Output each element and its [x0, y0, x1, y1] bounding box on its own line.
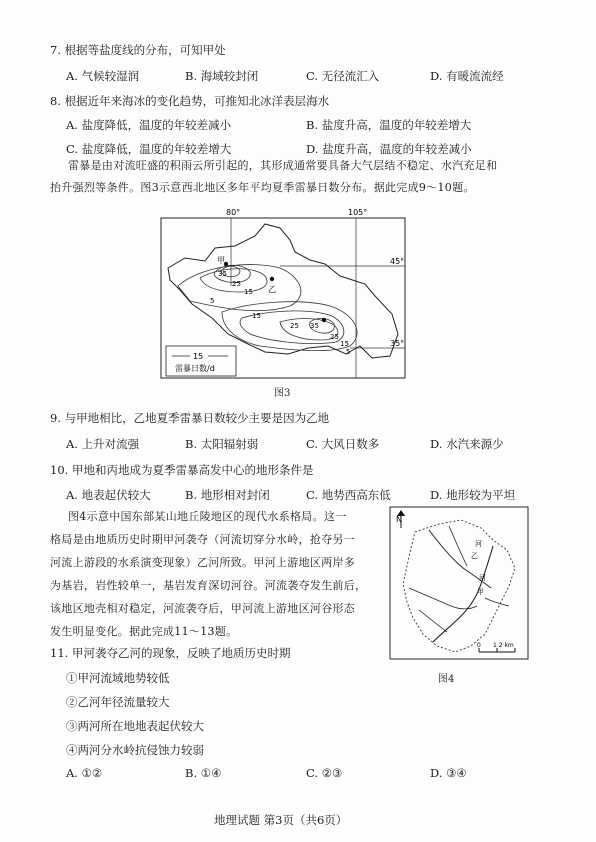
- question-8-stem: 8. 根据近年来海冰的变化趋势，可推知北冰洋表层海水: [50, 94, 330, 108]
- legend-value: 15: [193, 352, 204, 361]
- question-8-option-d: D. 盐度升高，温度的年较差减小: [306, 142, 472, 156]
- page-footer: 地理试题 第3页（共6页）: [214, 813, 348, 827]
- contour-label: 25: [232, 280, 241, 288]
- question-9-stem: 9. 与甲地相比，乙地夏季雷暴日数较少主要是因为乙地: [50, 411, 330, 425]
- question-9-option-b: B. 太阳辐射弱: [185, 437, 259, 451]
- north-label: N: [396, 515, 402, 524]
- contour-label: 15: [340, 340, 349, 348]
- passage-2-line-3: 河流上游段的水系演变现象）乙河所致。甲河上游地区两岸多: [50, 556, 356, 569]
- river-label: 河: [475, 540, 482, 548]
- contour-label: 5: [210, 297, 215, 305]
- point-yi: [270, 277, 274, 281]
- river-label: 河: [479, 574, 486, 582]
- passage-1-line-2: 抬升强烈等条件。图3示意西北地区多年平均夏季雷暴日数分布。据此完成9～10题。: [50, 181, 475, 194]
- point-label-jia: 甲: [217, 256, 225, 265]
- contour-label: 35: [310, 322, 319, 330]
- lon-label-80: 80°: [226, 208, 241, 217]
- question-7-option-c: C. 无径流汇入: [306, 69, 380, 83]
- contour-label: 25: [290, 322, 299, 330]
- lat-label-45: 45°: [390, 257, 405, 266]
- question-8-option-b: B. 盐度升高，温度的年较差增大: [306, 118, 472, 132]
- contour-label: 15: [252, 312, 261, 320]
- contour-label: 35: [218, 270, 227, 278]
- scale-text: 1 2 km: [493, 642, 514, 649]
- question-10-option-b: B. 地形相对封闭: [185, 488, 270, 502]
- question-11-item-2: ②乙河年径流量较大: [66, 695, 170, 709]
- question-7-option-d: D. 有暖流流经: [430, 69, 504, 83]
- lat-label-35: 35°: [390, 339, 405, 348]
- question-7-option-a: A. 气候较湿润: [66, 69, 140, 83]
- passage-2-line-4: 为基岩，岩性较单一，基岩发育深切河谷。河流袭夺发生前后，: [50, 579, 367, 592]
- point-label-yi: 乙: [268, 285, 276, 294]
- question-8-option-a: A. 盐度降低，温度的年较差减小: [66, 118, 232, 132]
- figure-3-map: [160, 206, 410, 380]
- contour-label: 15: [244, 288, 253, 296]
- figure-4-caption: 图4: [438, 674, 455, 685]
- question-11-item-1: ①甲河流域地势较低: [66, 671, 170, 685]
- question-9-option-c: C. 大风日数多: [306, 437, 380, 451]
- question-10-option-c: C. 地势西高东低: [306, 488, 391, 502]
- figure-4-map: [389, 506, 531, 662]
- river-tributary: [449, 526, 467, 566]
- question-8-option-c: C. 盐度降低，温度的年较差增大: [66, 142, 232, 156]
- question-11-option-b: B. ①④: [185, 766, 222, 780]
- river-branch-east: [485, 598, 509, 606]
- passage-1-line-1: 雷暴是由对流旺盛的积雨云所引起的，其形成通常要具备大气层结不稳定、水汽充足和: [68, 159, 498, 172]
- passage-2-line-1: 图4示意中国东部某山地丘陵地区的现代水系格局。这一: [68, 510, 347, 523]
- scale-zero: 0: [477, 642, 481, 649]
- question-7-stem: 7. 根据等盐度线的分布，可知甲处: [50, 43, 226, 57]
- watershed-boundary: [403, 520, 515, 652]
- question-7-option-b: B. 海域较封闭: [185, 69, 259, 83]
- passage-2-line-5: 该地区地壳相对稳定，河流袭夺后，甲河流上游地区河谷形态: [50, 602, 356, 615]
- passage-2-line-2: 格局是由地质历史时期甲河袭夺（河流切穿分水岭，抢夺另一: [50, 533, 356, 546]
- lon-label-105: 105°: [348, 208, 368, 217]
- region-outline: [168, 224, 398, 358]
- question-11-option-d: D. ③④: [430, 766, 467, 780]
- river-branch-west: [409, 588, 477, 609]
- question-10-stem: 10. 甲地和丙地成为夏季雷暴高发中心的地形条件是: [50, 463, 314, 477]
- legend-text: 雷暴日数/d: [175, 364, 215, 373]
- question-10-option-a: A. 地表起伏较大: [66, 488, 151, 502]
- question-11-stem: 11. 甲河袭夺乙河的现象，反映了地质历史时期: [50, 646, 291, 660]
- figure-3-caption: 图3: [274, 388, 291, 399]
- question-11-item-4: ④两河分水岭抗侵蚀力较弱: [66, 743, 204, 757]
- river-label: 甲: [477, 588, 484, 596]
- river-label: 乙: [471, 552, 478, 560]
- contour-label: 5: [346, 348, 351, 356]
- river-branch-south: [419, 610, 447, 632]
- question-9-option-a: A. 上升对流强: [66, 437, 140, 451]
- contour-label: 25: [330, 333, 339, 341]
- question-10-option-d: D. 地形较为平坦: [430, 488, 516, 502]
- passage-2-line-6: 发生明显变化。据此完成11～13题。: [50, 625, 238, 638]
- question-9-option-d: D. 水汽来源少: [430, 437, 504, 451]
- question-11-option-a: A. ①②: [66, 766, 103, 780]
- river-jia: [433, 546, 493, 642]
- question-11-item-3: ③两河所在地地表起伏较大: [66, 719, 204, 733]
- point-bing: [322, 318, 326, 322]
- map-frame: [390, 507, 528, 659]
- question-11-option-c: C. ②③: [306, 766, 343, 780]
